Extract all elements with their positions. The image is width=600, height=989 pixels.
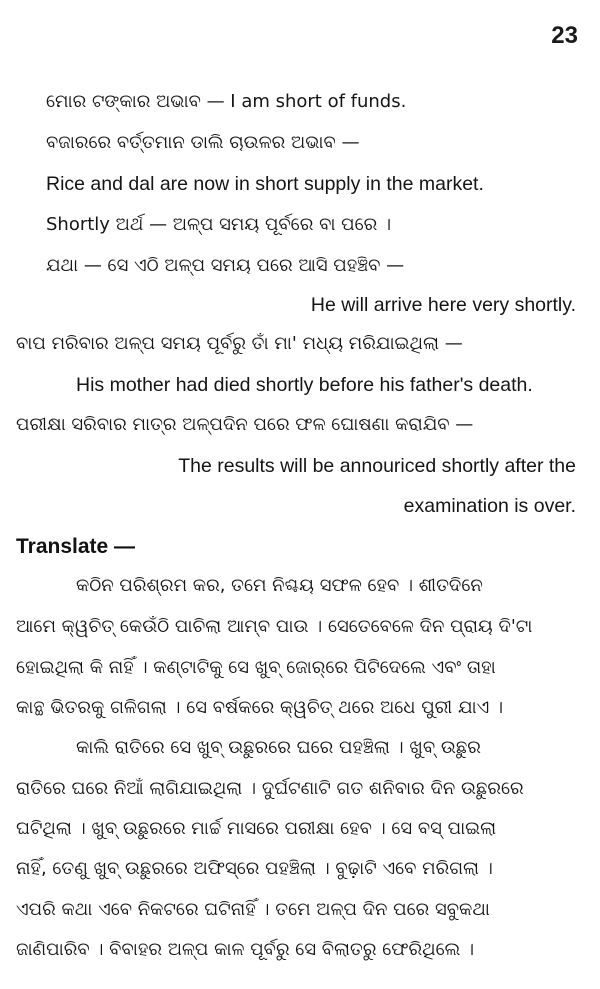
translate-line-10: ଜାଣିପାରିବ । ବିବାହର ଅଳ୍ପ କାଳ ପୂର୍ବରୁ ସେ ବିଲାତରୁ ଫେରିଥିଲେ । [16,939,475,960]
example-line-4: Shortly ଅର୍ଥ — ଅଳ୍ପ ସମୟ ପୂର୍ବରେ ବା ପରେ । [46,214,392,235]
translate-line-4: କାନ୍ଥ ଭିତରକୁ ଗଳିଗଲା । ସେ ବର୍ଷକରେ କ୍ୱଚିତ୍ ଥରେ ଅଧେ ପୁରୀ ଯାଏ । [16,697,504,718]
example-line-10: The results will be annouriced shortly after the [178,455,576,477]
example-line-9: ପରୀକ୍ଷା ସରିବାର ମାତ୍ର ଅଳ୍ପଦିନ ପରେ ଫଳ ଘୋଷଣା କରାଯିବ — [16,414,474,435]
page-number: 23 [551,22,578,49]
translate-line-2: ଆମେ କ୍ୱଚିତ୍ କେଉଁଠି ପାଚିଲା ଆମ୍ବ ପାଉ । ସେତେବେଳେ ଦିନ ପ୍ରାୟ ଦି'ଟା [16,616,533,637]
example-line-7: ବାପ ମରିବାର ଅଳ୍ପ ସମୟ ପୂର୍ବରୁ ତାଁ ମା' ମଧ୍ୟ ମରିଯାଇଥିଲା — [16,333,463,354]
translate-line-5: କାଲି ରାତିରେ ସେ ଖୁବ୍ ଉଛୁରରେ ଘରେ ପହଞ୍ଚିଲା । ଖୁବ୍ ଉଛୁର [76,737,481,758]
translate-line-3: ହୋଇଥିଲା କି ନାହିଁ । କଣ୍ଟାଟିକୁ ସେ ଖୁବ୍ ଜୋର୍‌ରେ ପିଟିଦେଲେ ଏବଂ ତାହା [16,657,496,678]
translate-line-6: ରାତିରେ ଘରେ ନିଆଁ ଲାଗିଯାଇଥିଲା । ଦୁର୍ଘଟଣାଟି ଗତ ଶନିବାର ଦିନ ଉଛୁରରେ [16,778,524,799]
example-line-11: examination is over. [403,495,576,517]
example-line-8: His mother had died shortly before his father's death. [76,374,533,396]
translate-line-8: ନାହିଁ, ତେଣୁ ଖୁବ୍ ଉଛୁରରେ ଅଫିସ୍‌ରେ ପହଞ୍ଚିଲା । ବୁଢ଼ାଟି ଏବେ ମରିଗଲା । [16,858,493,879]
example-line-6: He will arrive here very shortly. [310,294,576,316]
translate-line-1: କଠିନ ପରିଶ୍ରମ କର, ତମେ ନିଶ୍ଚୟ ସଫଳ ହେବ । ଶୀତଦିନେ [76,575,483,596]
translate-line-9: ଏପରି କଥା ଏବେ ନିକଟରେ ଘଟିନାହିଁ । ତମେ ଅଳ୍ପ ଦିନ ପରେ ସବୁକଥା [16,899,490,920]
translate-heading: Translate — [16,535,136,558]
example-line-2: ବଜାରରେ ବର୍ତ୍ତମାନ ଡାଲି ଚାଉଳର ଅଭାବ — [46,132,360,153]
example-line-3: Rice and dal are now in short supply in the market. [46,173,484,195]
example-line-5: ଯଥା — ସେ ଏଠି ଅଳ୍ପ ସମୟ ପରେ ଆସି ପହଞ୍ଚିବ — [46,255,405,276]
translate-line-7: ଘଟିଥିଲା । ଖୁବ୍ ଉଛୁରରେ ମାର୍ଚ୍ଚ ମାସରେ ପରୀକ୍ଷା ହେବ । ସେ ବସ୍ ପାଇଲା [16,818,497,839]
example-line-1: ମୋର ଟଙ୍କାର ଅଭାବ — I am short of funds. [46,91,407,112]
